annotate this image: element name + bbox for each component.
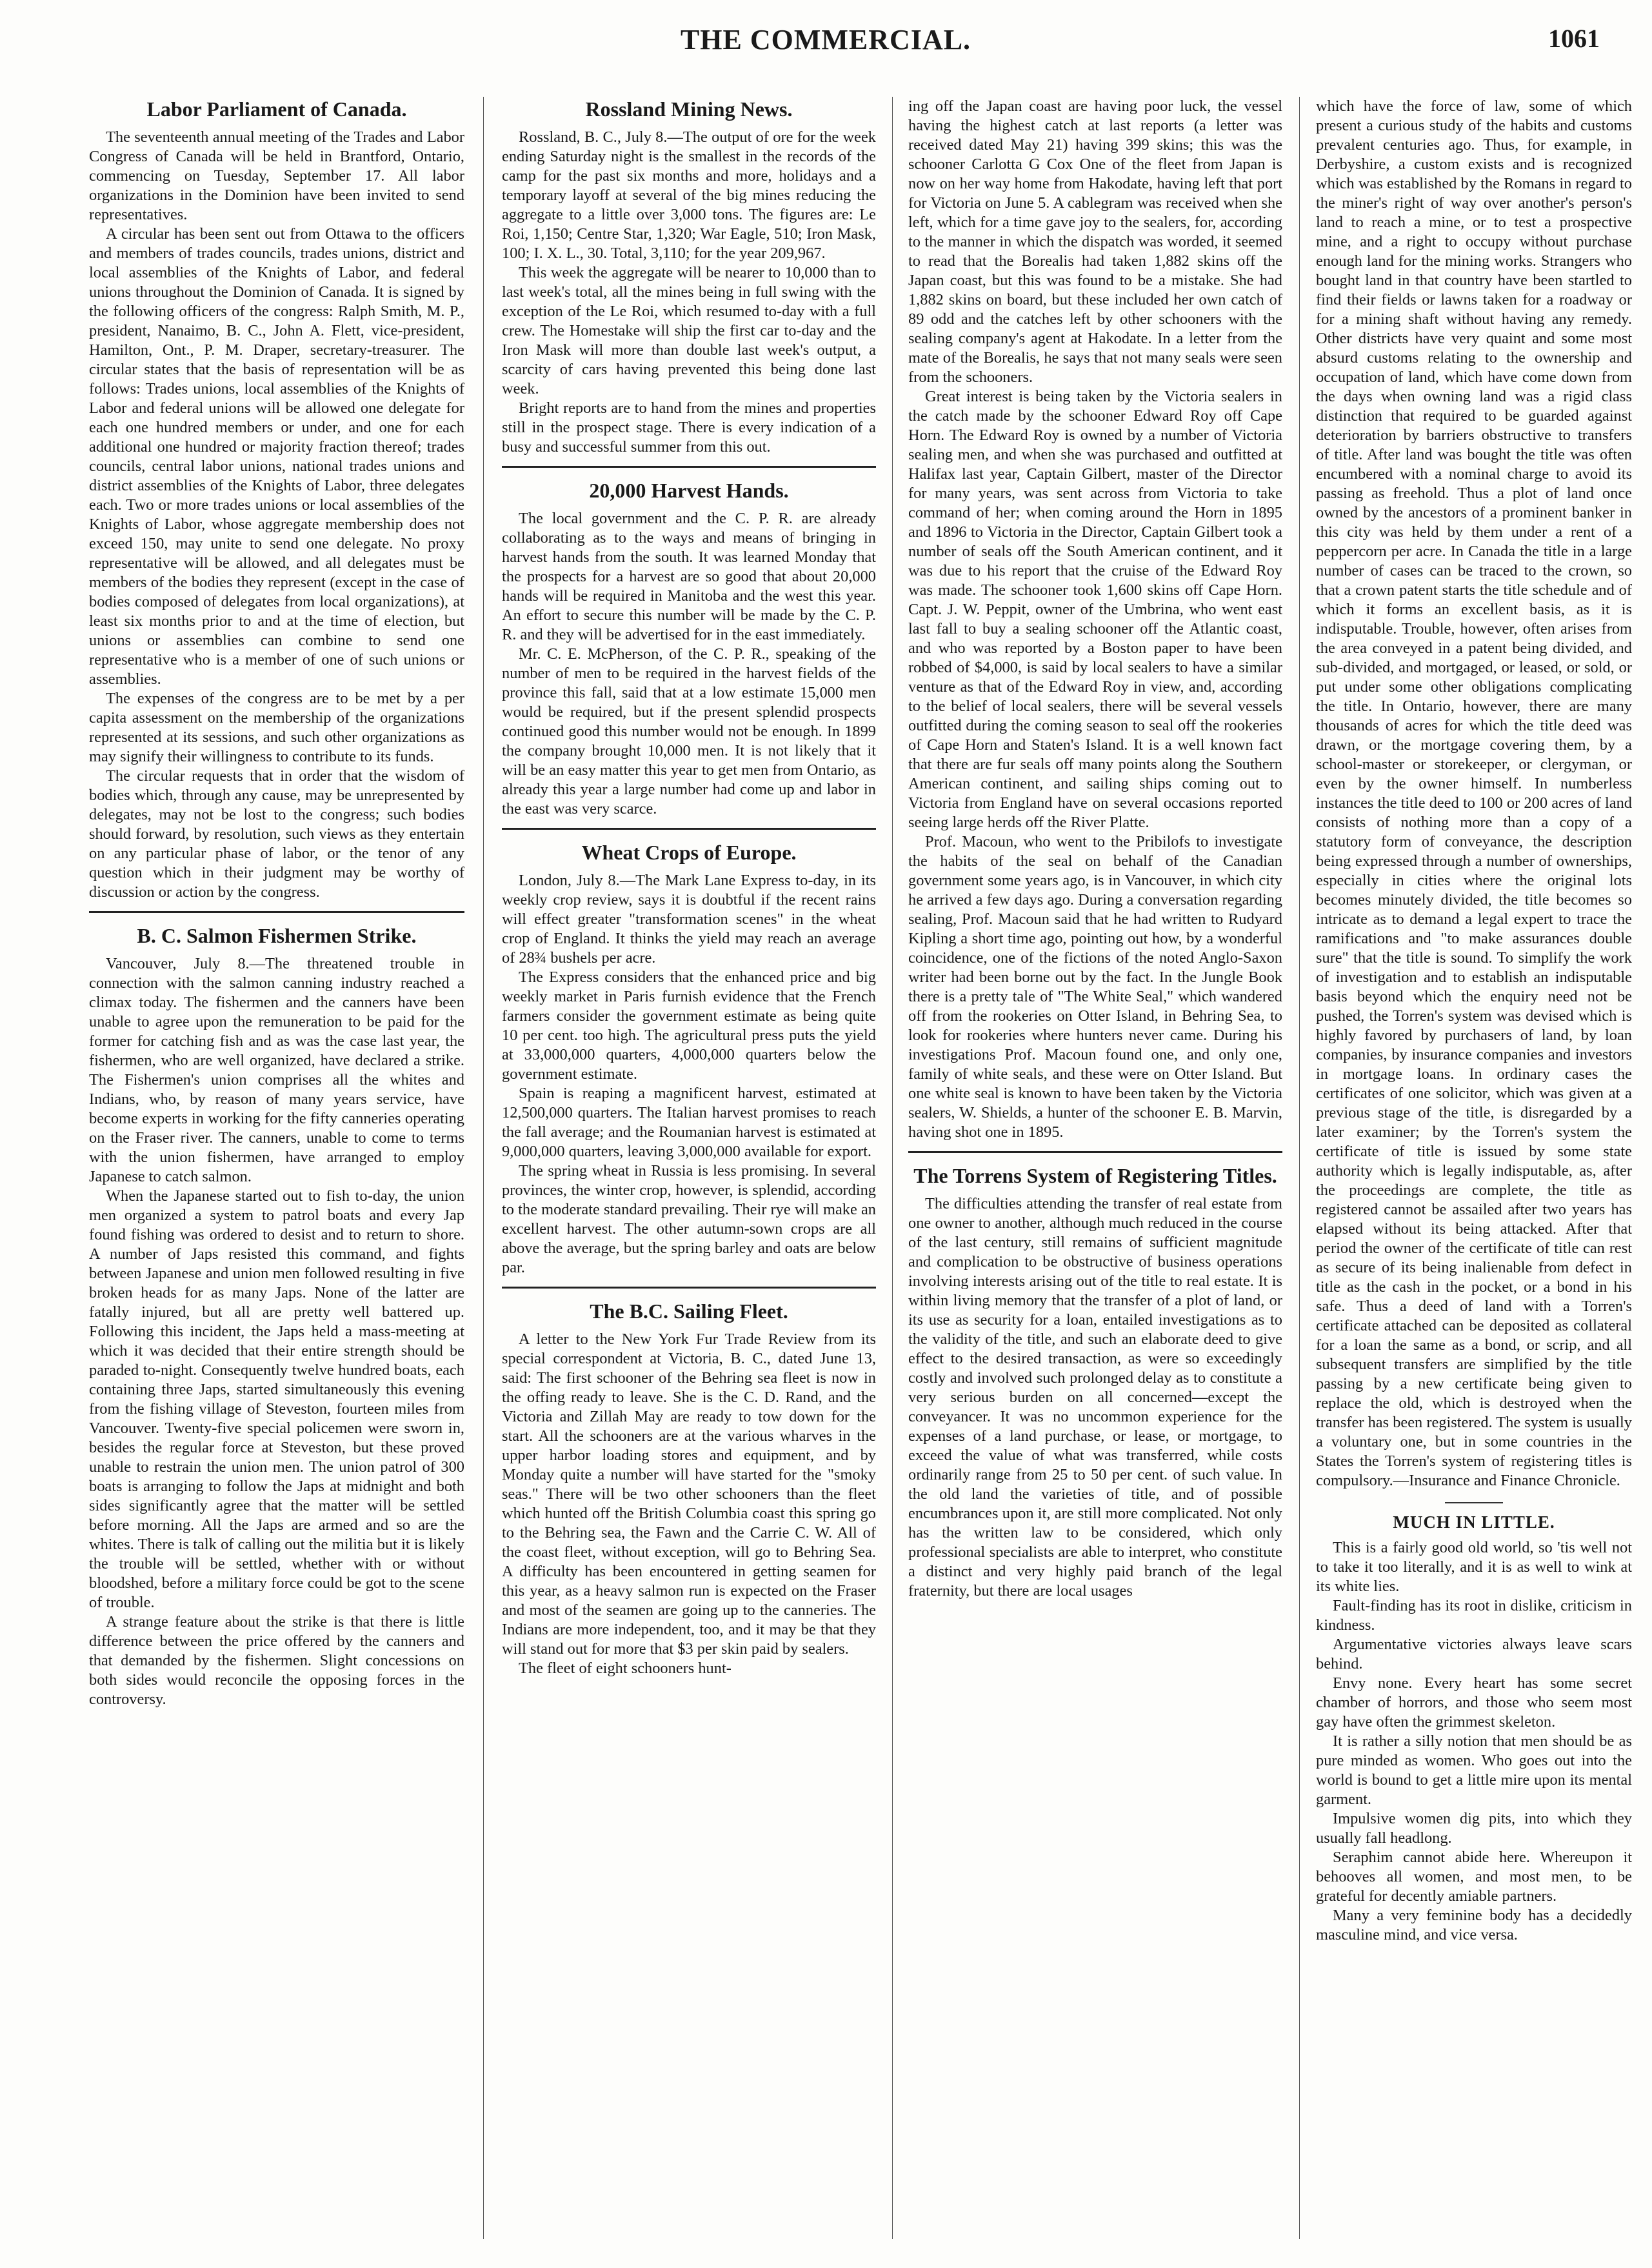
column-divider bbox=[1299, 97, 1300, 2239]
paragraph: Bright reports are to hand from the mines and properties still in the prospect stage. There is every indication of a busy and successful summer from this out. bbox=[502, 399, 876, 456]
article-title-harvest: 20,000 Harvest Hands. bbox=[589, 479, 789, 502]
paragraph: This week the aggregate will be nearer to 10,000 than to last week's total, all the mines being in full swing with the exception of the Le Roi, which resumed to-day with a full crew. The Homestake will ship the first car to-day and the Iron Mask will more than double last week's output, a scarcity of cars having prevented this being done last week. bbox=[502, 264, 876, 397]
publication-title: THE COMMERCIAL. bbox=[680, 24, 971, 55]
article-divider bbox=[502, 466, 876, 468]
list-item: Many a very feminine body has a decidedly masculine mind, and vice versa. bbox=[1316, 1907, 1632, 1943]
paragraph: Great interest is being taken by the Victoria sealers in the catch made by the schooner Edward Roy off Cape Horn. The Edward Roy is owned by a number of Victoria sealing men, and when she was purchased and outfitted at Halifax last year, Captain Gilbert, master of the Director for many years, was sent across from Victoria to take command of her; when coming around the Horn in 1895 and 1896 to Victoria in the Director, Captain Gilbert took a number of seals off the South American continent, and it was due to his report that the cruise of the Edward Roy was made. The schooner took 1,600 skins off Cape Horn. Capt. J. W. Peppit, owner of the Umbrina, who went east last fall to buy a sealing schooner off the Atlantic coast, and who was reported by a Boston paper to have been robbed of $4,000, is said by local sealers to have a similar venture as that of the Edward Roy in view, and, according to the belief of local sealers, there will be several vessels outfitted during the coming season to seal off the rookeries of Cape Horn and Staten's Island. It is a well known fact that there are fur seals off many points along the Southern American continent, and sailing ships coming out to Victoria from England have on several occasions reported seeing large herds off the River Platte. bbox=[908, 388, 1282, 831]
column-divider bbox=[892, 97, 893, 2239]
paragraph: Spain is reaping a magnificent harvest, estimated at 12,500,000 quarters. The Italian harvest promises to reach the fall average; and the Roumanian harvest is estimated at 9,000,000 quarters, leaving 3,000,000 available for export. bbox=[502, 1085, 876, 1160]
column-divider bbox=[483, 97, 484, 2239]
paragraph: The difficulties attending the transfer of real estate from one owner to another, although much reduced in the course of the last century, still remains of sufficient magnitude and complication to be obstructive of business operations involving interests arising out of the title to real estate. It is within living memory that the transfer of a plot of land, or its use as security for a loan, entailed investigations as to the validity of the title, and such an elaborate deed to give effect to the desired transaction, as were so exceedingly costly and involved such prolonged delay as to constitute a very serious burden on all concerned—except the conveyancer. It was no uncommon experience for the expenses of a land purchase, or lease, or mortgage, to exceed the value of what was transferred, while costs ordinarily range from 25 to 50 per cent. of such value. In the old land the varieties of title, and of possible encumbrances upon it, are still more complicated. Not only has the written law to be considered, which only professional specialists are able to interpret, who constitute a distinct and very highly paid branch of the legal fraternity, but there are local usages bbox=[908, 1195, 1282, 1600]
column-3 bbox=[908, 97, 1282, 2252]
list-item: Envy none. Every heart has some secret chamber of horrors, and those who seem most gay have often the grimmest skeleton. bbox=[1316, 1674, 1632, 1731]
page-number: 1061 bbox=[1548, 24, 1600, 53]
column-2 bbox=[502, 97, 876, 2252]
paragraph: The local government and the C. P. R. are already collaborating as to the ways and means of bringing in harvest hands from the south. It was learned Monday that the prospects for a harvest are so good that about 20,000 hands will be required in Manitoba and the west this year. An effort to secure this number will be made by the C. P. R. and they will be advertised for in the east immediately. bbox=[502, 510, 876, 643]
article-title-rossland: Rossland Mining News. bbox=[585, 97, 793, 121]
paragraph: A circular has been sent out from Ottawa to the officers and members of trades councils, trades unions, district and local assemblies of the Knights of Labor, and federal unions throughout the Dominion of Canada. It is signed by the following officers of the congress: Ralph Smith, M. P., president, Nanaimo, B. C., John A. Flett, vice-president, Hamilton, Ont., P. M. Draper, secretary-treasurer. The circular states that the basis of representation will be as follows: Trades unions, local assemblies of the Knights of Labor and federal unions will be allowed one delegate for each one hundred members or under, and one for each additional one hundred or majority fraction thereof; trades councils, central labor unions, national trades unions and district assemblies of the Knights of Labor, three delegates each. Two or more trades unions or local assemblies of the Knights of Labor, whose aggregate membership does not exceed 150, may unite to send one delegate. No proxy representative will be allowed, and all delegates must be members of the bodies they represent (except in the case of bodies composed of delegates from local organizations), at least six months prior to and at the time of election, but unions or assemblies can combine to send one representative who is a member of one of such unions or assemblies. bbox=[89, 225, 464, 688]
article-title-wheat: Wheat Crops of Europe. bbox=[581, 841, 797, 864]
list-item: It is rather a silly notion that men should be as pure minded as women. Who goes out into the world is bound to get a little mire upon its mental garment. bbox=[1316, 1732, 1632, 1808]
paragraph: Vancouver, July 8.—The threatened trouble in connection with the salmon canning industry reached a climax today. The fishermen and the canners have been unable to agree upon the remuneration to be paid for the former for catching fish and as was the case last year, the fishermen, who are well organized, have declared a strike. The Fishermen's union comprises all the whites and Indians, who, by reason of many years service, have become experts in working for the fifty canneries operating on the Fraser river. The canners, unable to come to terms with the union fishermen, have arranged to employ Japanese to catch salmon. bbox=[89, 955, 464, 1185]
article-title-torrens: The Torrens System of Registering Titles. bbox=[913, 1164, 1277, 1187]
paragraph: A letter to the New York Fur Trade Review from its special correspondent at Victoria, B. C., dated June 13, said: The first schooner of the Behring sea fleet is now in the offing ready to leave. She is the C. D. Rand, and the Victoria and Zillah May are ready to tow down for the start. All the schooners are at the various wharves in the upper harbor loading stores and equipment, and by Monday quite a number will have started for the "smoky seas." There will be two other schooners than the fleet which hunted off the British Columbia coast this spring go to the Behring sea, the Fawn and the Carrie C. W. All of the coast fleet, without exception, will go to Behring Sea. A difficulty has been encountered in getting seamen for this year, as a heavy salmon run is expected on the Fraser and most of the seamen are going up to the canneries. The Indians are more independent, too, and it may be that they will stand out for more that $3 per skin paid by sealers. bbox=[502, 1330, 876, 1658]
paragraph: When the Japanese started out to fish to-day, the union men organized a system to patrol boats and every Jap found fishing was ordered to desist and to return to shore. A number of Japs resisted this command, and fights between Japanese and union men followed resulting in five broken heads for as many Japs. None of the latter are fatally injured, but all are pretty well battered up. Following this incident, the Japs held a mass-meeting at which it was decided that their entire strength should be paraded to-night. Consequently twelve hundred boats, each containing three Japs, started simultaneously this evening from the fishing village of Steveston, fourteen miles from Vancouver. Twenty-five special policemen were sworn in, besides the regular force at Steveston, but these proved unable to restrain the union men. The union patrol of 300 boats is arranging to follow the Japs at midnight and both sides significantly agree that the matter will be settled before morning. All the Japs are armed and so are the whites. There is talk of calling out the militia but it is likely the trouble will be settled, whether with or without bloodshed, before a military force could be got to the scene of trouble. bbox=[89, 1187, 464, 1611]
list-item: Impulsive women dig pits, into which they usually fall headlong. bbox=[1316, 1810, 1632, 1847]
paragraph: London, July 8.—The Mark Lane Express to-day, in its weekly crop review, says it is doubtful if the recent rains will effect greater "transformation scenes" in the wheat crop of England. It thinks the yield may reach an average of 28¾ bushels per acre. bbox=[502, 872, 876, 967]
list-item: Seraphim cannot abide here. Whereupon it behooves all women, and most men, to be grateful for decently amiable partners. bbox=[1316, 1849, 1632, 1905]
paragraph: The circular requests that in order that the wisdom of bodies which, through any cause, may be unrepresented by delegates, may not be lost to the congress; such bodies should forward, by resolution, such views as they entertain on any particular phase of labor, or the tenor of any question which in their judgment may be worthy of discussion or action by the congress. bbox=[89, 767, 464, 901]
paragraph: The spring wheat in Russia is less promising. In several provinces, the winter crop, however, is splendid, according to the moderate standard prevailing. Their rye will make an excellent harvest. The other autumn-sown crops are all above the average, but the spring barley and oats are below par. bbox=[502, 1162, 876, 1276]
list-item: This is a fairly good old world, so 'tis well not to take it too literally, and it is as well to wink at its white lies. bbox=[1316, 1539, 1632, 1595]
paragraph: ing off the Japan coast are having poor luck, the vessel having the highest catch at last reports (a letter was received dated May 21) having 399 skins; this was the schooner Carlotta G Cox One of the fleet from Japan is now on her way home from Hakodate, having left that port for Victoria on June 5. A cablegram was received when she left, which for a time gave joy to the sealers, for, according to the manner in which the dispatch was worded, it seemed to read that the Borealis had taken 1,882 skins off the Japan coast, but this was found to be a mistake. She had 1,882 skins on board, but these included her own catch of 89 odd and the catches left by other schooners with the sealing company's agent at Hakodate. In a letter from the mate of the Borealis, he says that not many seals were seen from the schooners. bbox=[908, 97, 1282, 386]
article-divider bbox=[89, 911, 464, 913]
article-divider bbox=[908, 1151, 1282, 1153]
article-divider bbox=[502, 828, 876, 830]
article-title-salmon-strike: B. C. Salmon Fishermen Strike. bbox=[137, 924, 417, 947]
masthead bbox=[45, 0, 1606, 68]
paragraph: The seventeenth annual meeting of the Trades and Labor Congress of Canada will be held in Brantford, Ontario, commencing on Tuesday, September 17. All labor organizations in the Dominion have been invited to send representatives. bbox=[89, 128, 464, 223]
paragraph: Rossland, B. C., July 8.—The output of ore for the week ending Saturday night is the smallest in the records of the camp for the past six months and more, holidays and a temporary layoff at several of the big mines reducing the aggregate to a little over 3,000 tons. The figures are: Le Roi, 1,150; Centre Star, 1,320; War Eagle, 510; Iron Mask, 100; I. X. L., 30. Total, 3,110; for the year 209,967. bbox=[502, 128, 876, 262]
paragraph: The fleet of eight schooners hunt- bbox=[519, 1660, 731, 1677]
article-divider bbox=[502, 1287, 876, 1289]
list-item: Fault-finding has its root in dislike, criticism in kindness. bbox=[1316, 1597, 1632, 1634]
column-1 bbox=[89, 97, 464, 2252]
article-title-sailing-fleet: The B.C. Sailing Fleet. bbox=[590, 1300, 788, 1323]
section-divider bbox=[1445, 1502, 1503, 1503]
paragraph: Prof. Macoun, who went to the Pribilofs to investigate the habits of the seal on behalf of the Canadian government some years ago, is in Vancouver, in which city he arrived a few days ago. During a conversation regarding sealing, Prof. Macoun said that he had written to Rudyard Kipling a short time ago, pointing out how, by a wonderful coincidence, one of the fictions of the noted Anglo-Saxon writer had been borne out by the fact. In the Jungle Book there is a pretty tale of "The White Seal," which wandered off from the rookeries on Otter Island, in Behring Sea, to look for rookeries where hunters never came. During his investigations Prof. Macoun found one, and only one, family of white seals, and these were on Otter Island. But one white seal is known to have been taken by the Victoria sealers, W. Shields, a hunter of the schooner E. B. Marvin, having shot one in 1895. bbox=[908, 833, 1282, 1141]
section-title-much-in-little: MUCH IN LITTLE. bbox=[1393, 1512, 1555, 1532]
list-item: Argumentative victories always leave scars behind. bbox=[1316, 1636, 1632, 1672]
paragraph: The expenses of the congress are to be met by a per capita assessment on the membership of the organizations represented at its sessions, and such other organizations as may signify their willingness to contribute to its funds. bbox=[89, 690, 464, 765]
paragraph: which have the force of law, some of which present a curious study of the habits and customs prevalent centuries ago. Thus, for example, in Derbyshire, a custom exists and is recognized which was established by the Romans in regard to the miner's right of way over another's person's land to reach a mine, or to test a prospective mine, and a right to occupy without purchase enough land for the mining works. Strangers who bought land in that country have been startled to find their fields or lawns taken for a roadway or for a mining shaft without having any remedy. Other districts have very quaint and some most absurd customs relating to the ownership and occupation of land, which have come down from the days when owning land was a rigid class distinction that required to be guarded against deterioration by barriers obstructive to transfers of title. After land was bought the title was often encumbered with a nominal charge to avoid its passing as freehold. Thus a plot of land once owned by the ancestors of a prominent banker in this city was held by them under a rent of a peppercorn per acre. In Canada the title in a large number of cases can be traced to the crown, so that a crown patent starts the title schedule and of which it forms an excellent basis, as it is indisputable. Trouble, however, often arises from the area conveyed in a patent being divided, and sub-divided, and mortgaged, or leased, or sold, or put under some other obligations complicating the title. In Ontario, however, there are many thousands of acres for which the title deed was drawn, or the mortgage covering them, by a school-master or storekeeper, or clergyman, or even by the owner himself. In numberless instances the title deed to 100 or 200 acres of land consists of nothing more than a copy of a statutory form of conveyance, the description being expressed through a number of ownerships, especially in cities where the original lots becomes minutely divided, the title becomes so intricate as to demand a legal expert to trace the ramifications and "to make assurances double sure" that the title is sound. To simplify the work of investigation and to establish an indisputable basis beyond which the enquiry need not be pushed, the Torren's system was devised which is highly favored by purchasers of land, by loan companies, by insurance companies and investors in mortgage loans. In ordinary cases the certificates of one solicitor, which was given at a previous stage of the title, is disregarded by a later examiner; by the Torren's system the certificate of title is issued by some state authority which is legally indisputable, as, after the proceedings are complete, the title as registered cannot be assailed after two years has elapsed without its being attacked. After that period the owner of the certificate of title can rest as secure of its being inalienable from defect in title as the cash in the pocket, or a bond in his safe. Thus a deed of land with a Torren's certificate attached can be deposited as collateral for a loan the same as a bond, or scrip, and all subsequent transfers are simplified by the title passing by a new certificate being given to replace the old, which is destroyed when the transfer has been registered. The system is usually a voluntary one, but in some countries in the States the Torren's system of registering titles is compulsory.—Insurance and Finance Chronicle. bbox=[1316, 97, 1632, 1489]
paragraph: A strange feature about the strike is that there is little difference between the price offered by the canners and that demanded by the fishermen. Slight concessions on both sides would reconcile the opposing forces in the controversy. bbox=[89, 1613, 464, 1708]
paragraph: The Express considers that the enhanced price and big weekly market in Paris furnish evidence that the French farmers consider the government estimate as being quite 10 per cent. too high. The agricultural press puts the yield at 33,000,000 quarters, 4,000,000 quarters below the government estimate. bbox=[502, 968, 876, 1083]
paragraph: Mr. C. E. McPherson, of the C. P. R., speaking of the number of men to be required in the harvest fields of the province this fall, said that at a low estimate 15,000 men would be required, but if the present splendid prospects continued good this number would not be enough. In 1899 the company brought 10,000 men. It is not likely that it will be an easy matter this year to get men from Ontario, as already this year a large number had come up and labor in the east was very scarce. bbox=[502, 645, 876, 818]
article-title-labor: Labor Parliament of Canada. bbox=[146, 97, 407, 121]
column-4 bbox=[1316, 97, 1632, 2252]
